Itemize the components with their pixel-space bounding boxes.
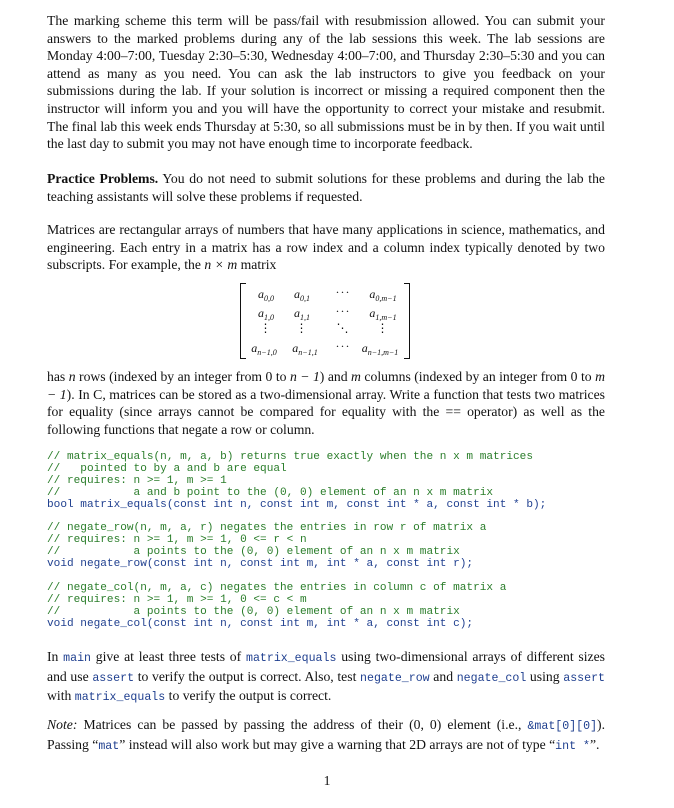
matrix-right-bracket [404,283,410,359]
practice-problems-heading: Practice Problems. [47,171,159,186]
matrix-vdots: ⋮ [259,321,273,335]
code-comment: // requires: n >= 1, m >= 1, 0 <= r < n [47,534,307,547]
text-run: columns (indexed by an integer from 0 to [360,369,596,384]
matrix-ddots: ⋱ [336,321,350,335]
inline-code-negate-row: negate_row [360,671,430,685]
matrix-vdots: ⋮ [295,321,309,335]
testing-instructions-paragraph [47,648,605,707]
math-n: n [68,369,76,384]
code-comment: // requires: n >= 1, m >= 1 [47,475,227,488]
text-run: using two-dimensional arrays of different sizes and use [47,649,605,684]
inline-code-matrix-equals: matrix_equals [74,691,166,705]
matrix-entry: $a_{n-1,0}$ [251,341,277,357]
matrix-left-bracket [240,283,246,359]
code-comment: // a points to the (0, 0) element of an n x m matrix [47,606,460,619]
matrix-entry: $a_{0,0}$ [258,287,274,303]
code-declaration: bool matrix_equals(const int n, const int m, const int * a, const int * b); [47,499,547,512]
inline-code-assert: assert [563,671,605,685]
inline-code-negate-col: negate_col [456,671,527,685]
note-paragraph [47,716,605,755]
inline-code-int-pointer: int * [555,739,590,753]
matrix-hdots: ··· [335,285,351,299]
text-run: ). Passing “ [47,717,606,752]
text-run: and [429,668,457,684]
matrix-entry: $a_{n-1,m-1}$ [361,341,399,357]
inline-code-mat: mat [98,739,120,753]
matrix-figure [240,281,410,359]
matrix-equals-code-block [47,451,546,511]
matrices-intro-tail: matrix [237,257,277,273]
matrix-entry: $a_{0,1}$ [294,287,310,303]
matrix-entry: $a_{1,m-1}$ [369,306,397,322]
code-comment: // negate_row(n, m, a, r) negates the entries in row r of matrix a [47,522,487,534]
inline-code-main: main [63,652,92,665]
code-comment: // negate_col(n, m, a, c) negates the entries in column c of matrix a [47,582,507,594]
text-run: ”. [589,736,600,752]
matrix-description-paragraph [47,368,605,438]
text-run: to verify the output is correct. Also, test [134,668,361,684]
matrix-hdots: ··· [335,339,351,353]
text-run: using [526,668,564,684]
practice-problems-text: You do not need to submit solutions for these problems and during the lab the teaching assistants will solve these problems if requested. [47,171,605,204]
text-run: has [47,369,69,384]
code-comment: // matrix_equals(n, m, a, b) returns true exactly when the n x m matrices [47,451,533,463]
code-declaration: void negate_row(const int n, const int m, int * a, const int r); [47,558,474,571]
text-run: with [47,688,75,704]
math-m: m [351,369,361,384]
negate-col-code-block [47,582,506,630]
math-m-minus-1: m − 1 [47,369,605,402]
text-run: rows (indexed by an integer from 0 to [75,369,290,384]
matrices-intro-text: Matrices are rectangular arrays of numbers that have many applications in science, mathematics, and engineering. Each entry in a matrix has a row index and a column index typically denoted by two subscripts. For example, the [47,222,605,273]
negate-row-code-block [47,522,486,570]
inline-code-address: &mat[0][0] [527,720,598,733]
code-comment: // requires: n >= 1, m >= 1, 0 <= c < m [47,594,307,607]
math-n-minus-1: n − 1 [289,369,320,384]
code-comment: // pointed to by a and b are equal [47,463,287,476]
code-comment: // a points to the (0, 0) element of an n x m matrix [47,546,460,559]
inline-code-assert: assert [92,671,135,685]
text-run: ) and [319,369,352,384]
matrix-entry: $a_{1,1}$ [294,306,310,322]
matrix-entry: $a_{1,0}$ [258,306,274,322]
matrices-intro-paragraph [47,221,605,274]
matrix-entry: $a_{0,m-1}$ [369,287,397,303]
text-run: Matrices can be passed by passing the address of their [77,717,410,732]
matrix-hdots: ··· [335,304,351,318]
text-run: ). In C, matrices can be stored as a two-dimensional array. Write a function that tests two matrices for equality (since arrays cannot be compared for equality with the == operator) as well as the following functions that negate a row or column. [47,386,605,437]
text-run: give at least three tests of [91,649,246,664]
math-n-by-m: n × m [204,257,238,273]
practice-problems-paragraph [47,170,605,205]
text-run: In [47,649,64,664]
note-label: Note: [47,717,78,732]
matrix-vdots: ⋮ [376,321,390,335]
math-zero-zero: (0, 0) [409,717,442,732]
marking-scheme-paragraph: The marking scheme this term will be pass/fail with resubmission allowed. You can submit your answers to the marked problems during any of the lab sessions this week. The lab sessions are Monday 4:00–7:00, Tuesday 2:30–5:30, Wednesday 4:00–7:00, and Thursday 2:30–5:30 and you can attend as many as you need. You can ask the lab instructors to give you feedback on your submissions during the lab. If your solution is incorrect or missing a required component then the instructor will inform you and you will have the opportunity to correct your mistake and resubmit. The final lab this week ends Thursday at 5:30, so all submissions must be in by then. If you wait until the last day to submit you may not have enough time to incorporate feedback. [47,13,605,152]
text-run: element (i.e., [441,717,528,732]
text-run: ” instead will also work but may give a warning that 2D arrays are not of type “ [119,736,556,752]
code-declaration: void negate_col(const int n, const int m, int * a, const int c); [47,618,474,631]
page-number: 1 [323,773,331,788]
code-comment: // a and b point to the (0, 0) element of an n x m matrix [47,487,494,500]
inline-code-matrix-equals: matrix_equals [245,652,337,665]
matrix-entry: $a_{n-1,1}$ [292,341,318,357]
text-run: to verify the output is correct. [165,688,332,704]
